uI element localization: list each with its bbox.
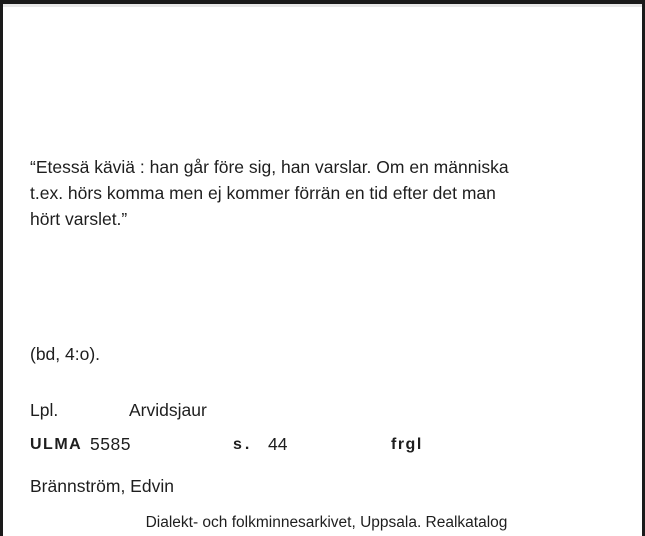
page-label: s. bbox=[233, 436, 253, 453]
quote-line: t.ex. hörs komma men ej kommer förrän en tid efter det man bbox=[30, 183, 496, 203]
archive-footer: Dialekt- och folkminnesarkivet, Uppsala. Realkatalog bbox=[145, 514, 508, 531]
collector-name: Brännström, Edvin bbox=[30, 476, 174, 496]
quote-line: “Etessä käviä : han går före sig, han varslar. Om en människa bbox=[30, 157, 509, 177]
ulma-number: 5585 bbox=[90, 434, 131, 454]
place-row bbox=[30, 400, 207, 421]
card-top-edge bbox=[3, 4, 642, 7]
parish-label: Arvidsjaur bbox=[129, 400, 207, 420]
quote-line: hört varslet.” bbox=[30, 209, 128, 229]
category-code: frgl bbox=[391, 436, 423, 453]
page-number: 44 bbox=[268, 434, 288, 454]
ulma-row bbox=[30, 434, 530, 458]
format-reference: (bd, 4:o). bbox=[30, 344, 101, 364]
ulma-label: ULMA bbox=[30, 436, 83, 453]
region-label: Lpl. bbox=[30, 400, 59, 420]
quote-text bbox=[30, 154, 620, 232]
